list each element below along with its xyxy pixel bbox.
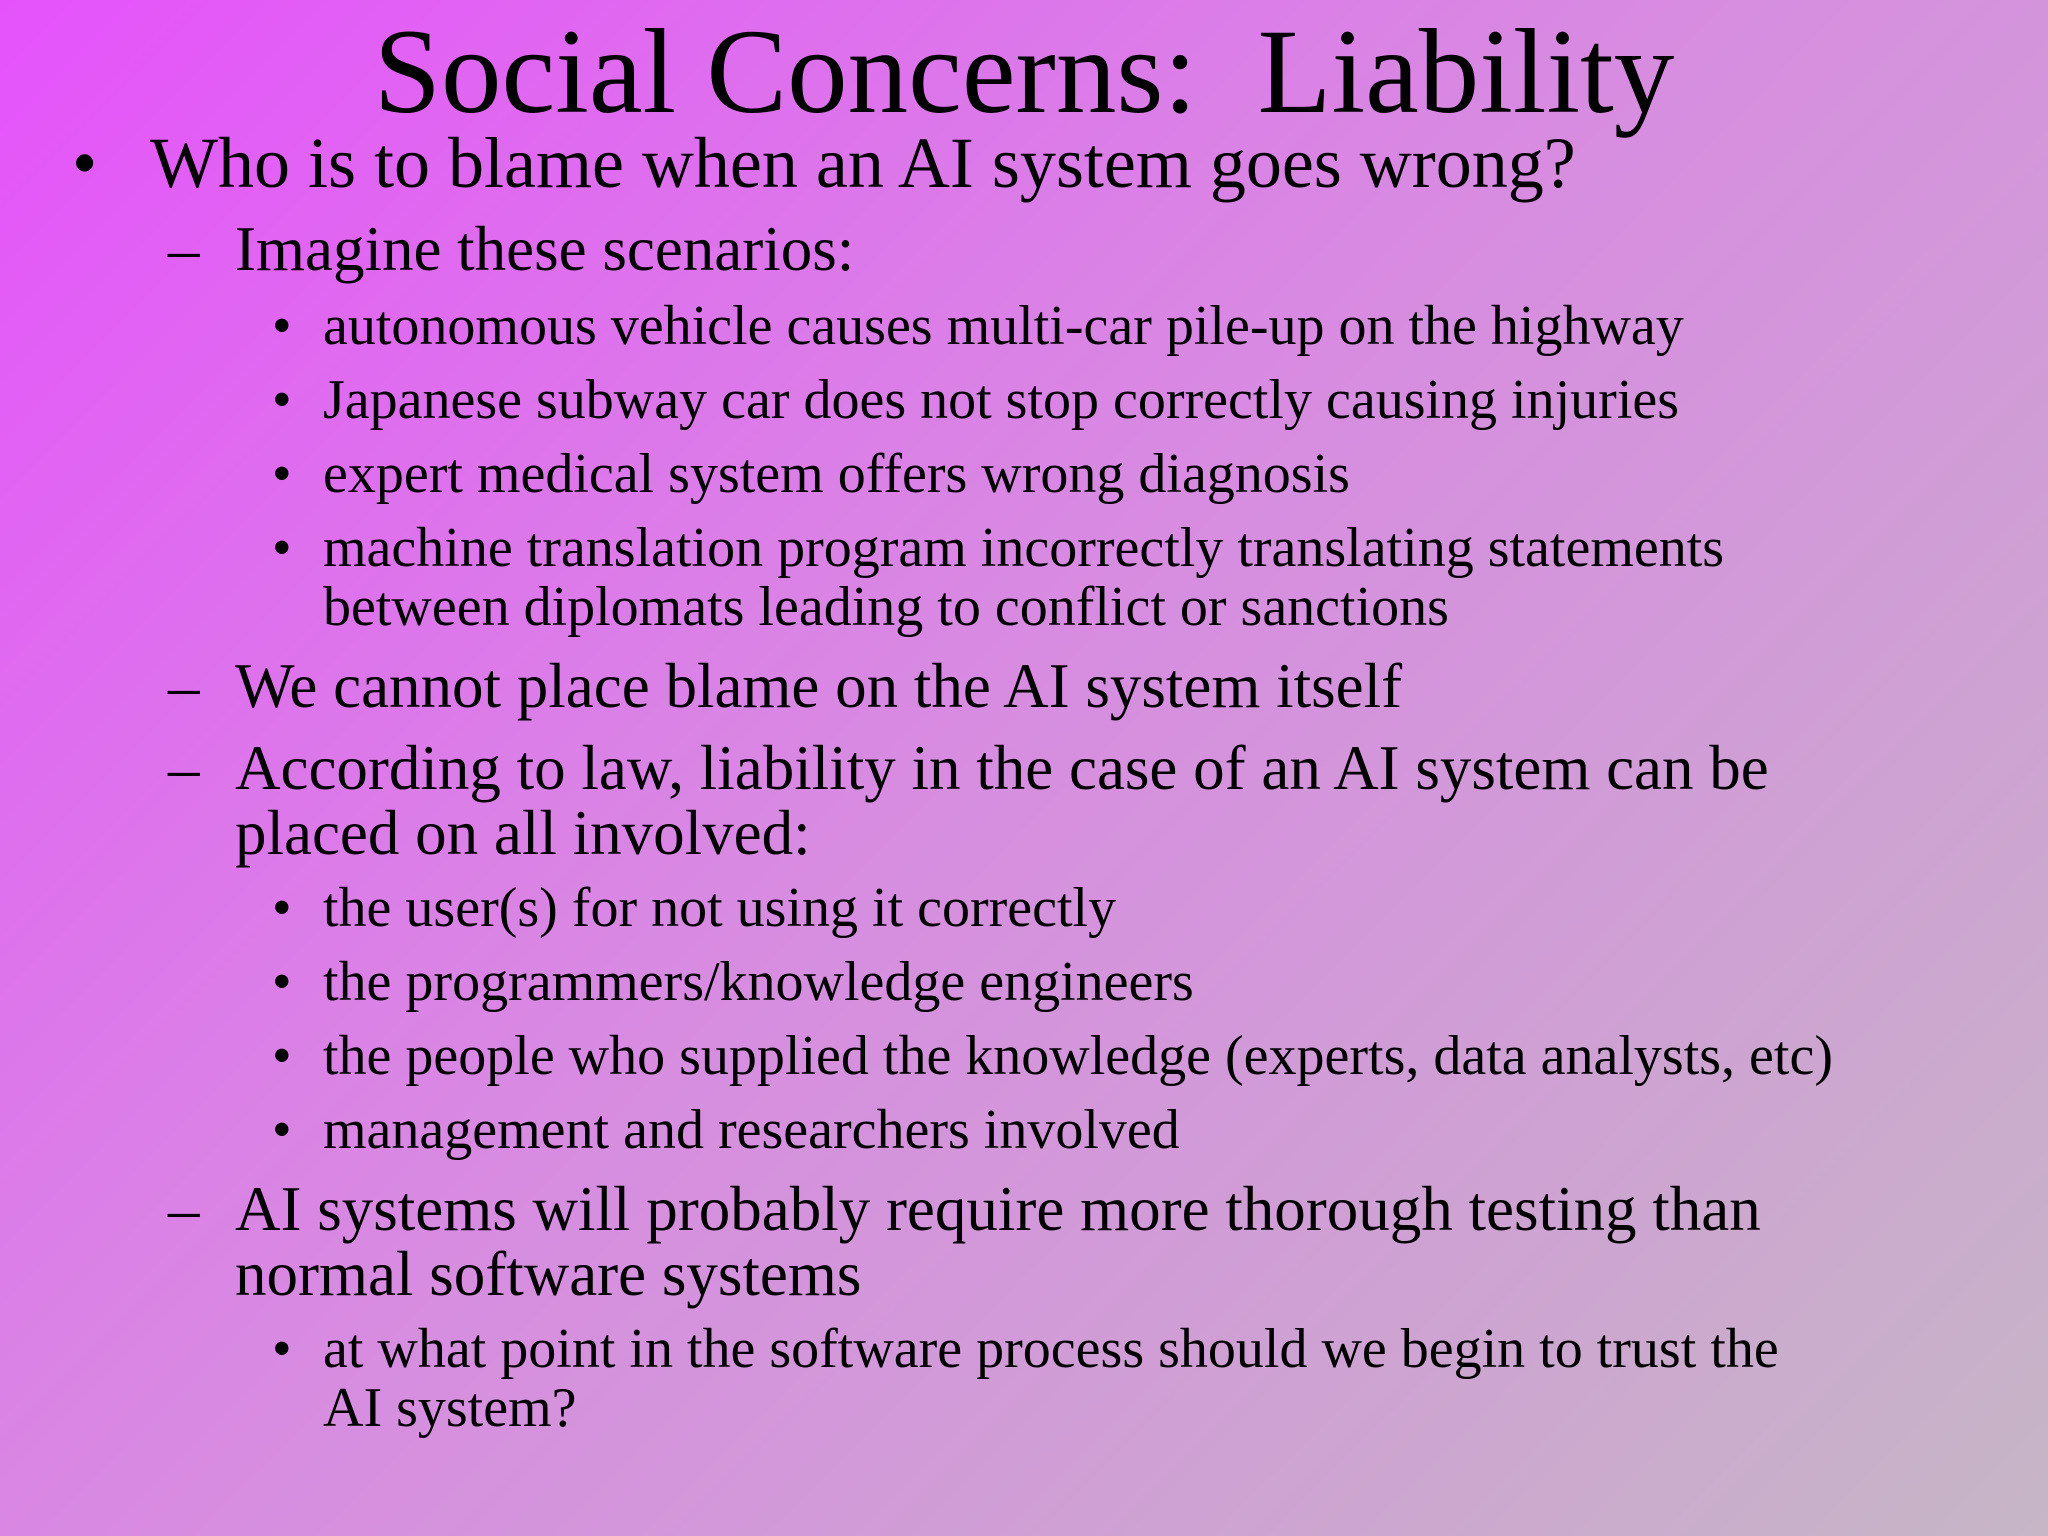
bullet-text: Who is to blame when an AI system goes wrong? (150, 123, 1576, 203)
sub-bullet-text-line2: AI system? (323, 1377, 577, 1439)
dash-text-line1: According to law, liability in the case of an AI system can be (235, 733, 1769, 803)
sub-bullet-marker: • (272, 877, 292, 939)
sub-bullet-text: expert medical system offers wrong diagnosis (323, 443, 1350, 505)
sub-bullet-marker: • (272, 517, 292, 579)
sub-bullet-text: autonomous vehicle causes multi-car pile-up on the highway (323, 295, 1684, 357)
bullet-marker: • (72, 123, 98, 203)
dash-marker: – (168, 214, 200, 284)
sub-bullet-text: the programmers/knowledge engineers (323, 951, 1194, 1013)
dash-marker: – (168, 1174, 200, 1244)
sub-bullet-text: the people who supplied the knowledge (experts, data analysts, etc) (323, 1025, 1833, 1087)
sub-bullet-marker: • (272, 369, 292, 431)
dash-marker: – (168, 733, 200, 803)
dash-text: Imagine these scenarios: (235, 214, 855, 284)
sub-bullet-text: Japanese subway car does not stop correctly causing injuries (323, 369, 1680, 431)
sub-bullet-marker: • (272, 1318, 292, 1380)
sub-bullet-marker: • (272, 1025, 292, 1087)
dash-text-line2: normal software systems (235, 1239, 862, 1309)
dash-text-line1: AI systems will probably require more thorough testing than (235, 1174, 1761, 1244)
sub-bullet-text-line1: at what point in the software process should we begin to trust the (323, 1318, 1779, 1380)
sub-bullet-text: the user(s) for not using it correctly (323, 877, 1117, 939)
sub-bullet-marker: • (272, 951, 292, 1013)
slide-title: Social Concerns: Liability (373, 5, 1675, 139)
dash-marker: – (168, 651, 200, 721)
sub-bullet-text-line1: machine translation program incorrectly translating statements (323, 517, 1725, 579)
sub-bullet-marker: • (272, 295, 292, 357)
sub-bullet-marker: • (272, 1099, 292, 1161)
sub-bullet-marker: • (272, 443, 292, 505)
dash-text: We cannot place blame on the AI system itself (235, 651, 1403, 721)
dash-text-line2: placed on all involved: (235, 798, 811, 868)
sub-bullet-text-line2: between diplomats leading to conflict or sanctions (323, 576, 1449, 638)
sub-bullet-text: management and researchers involved (323, 1099, 1180, 1161)
